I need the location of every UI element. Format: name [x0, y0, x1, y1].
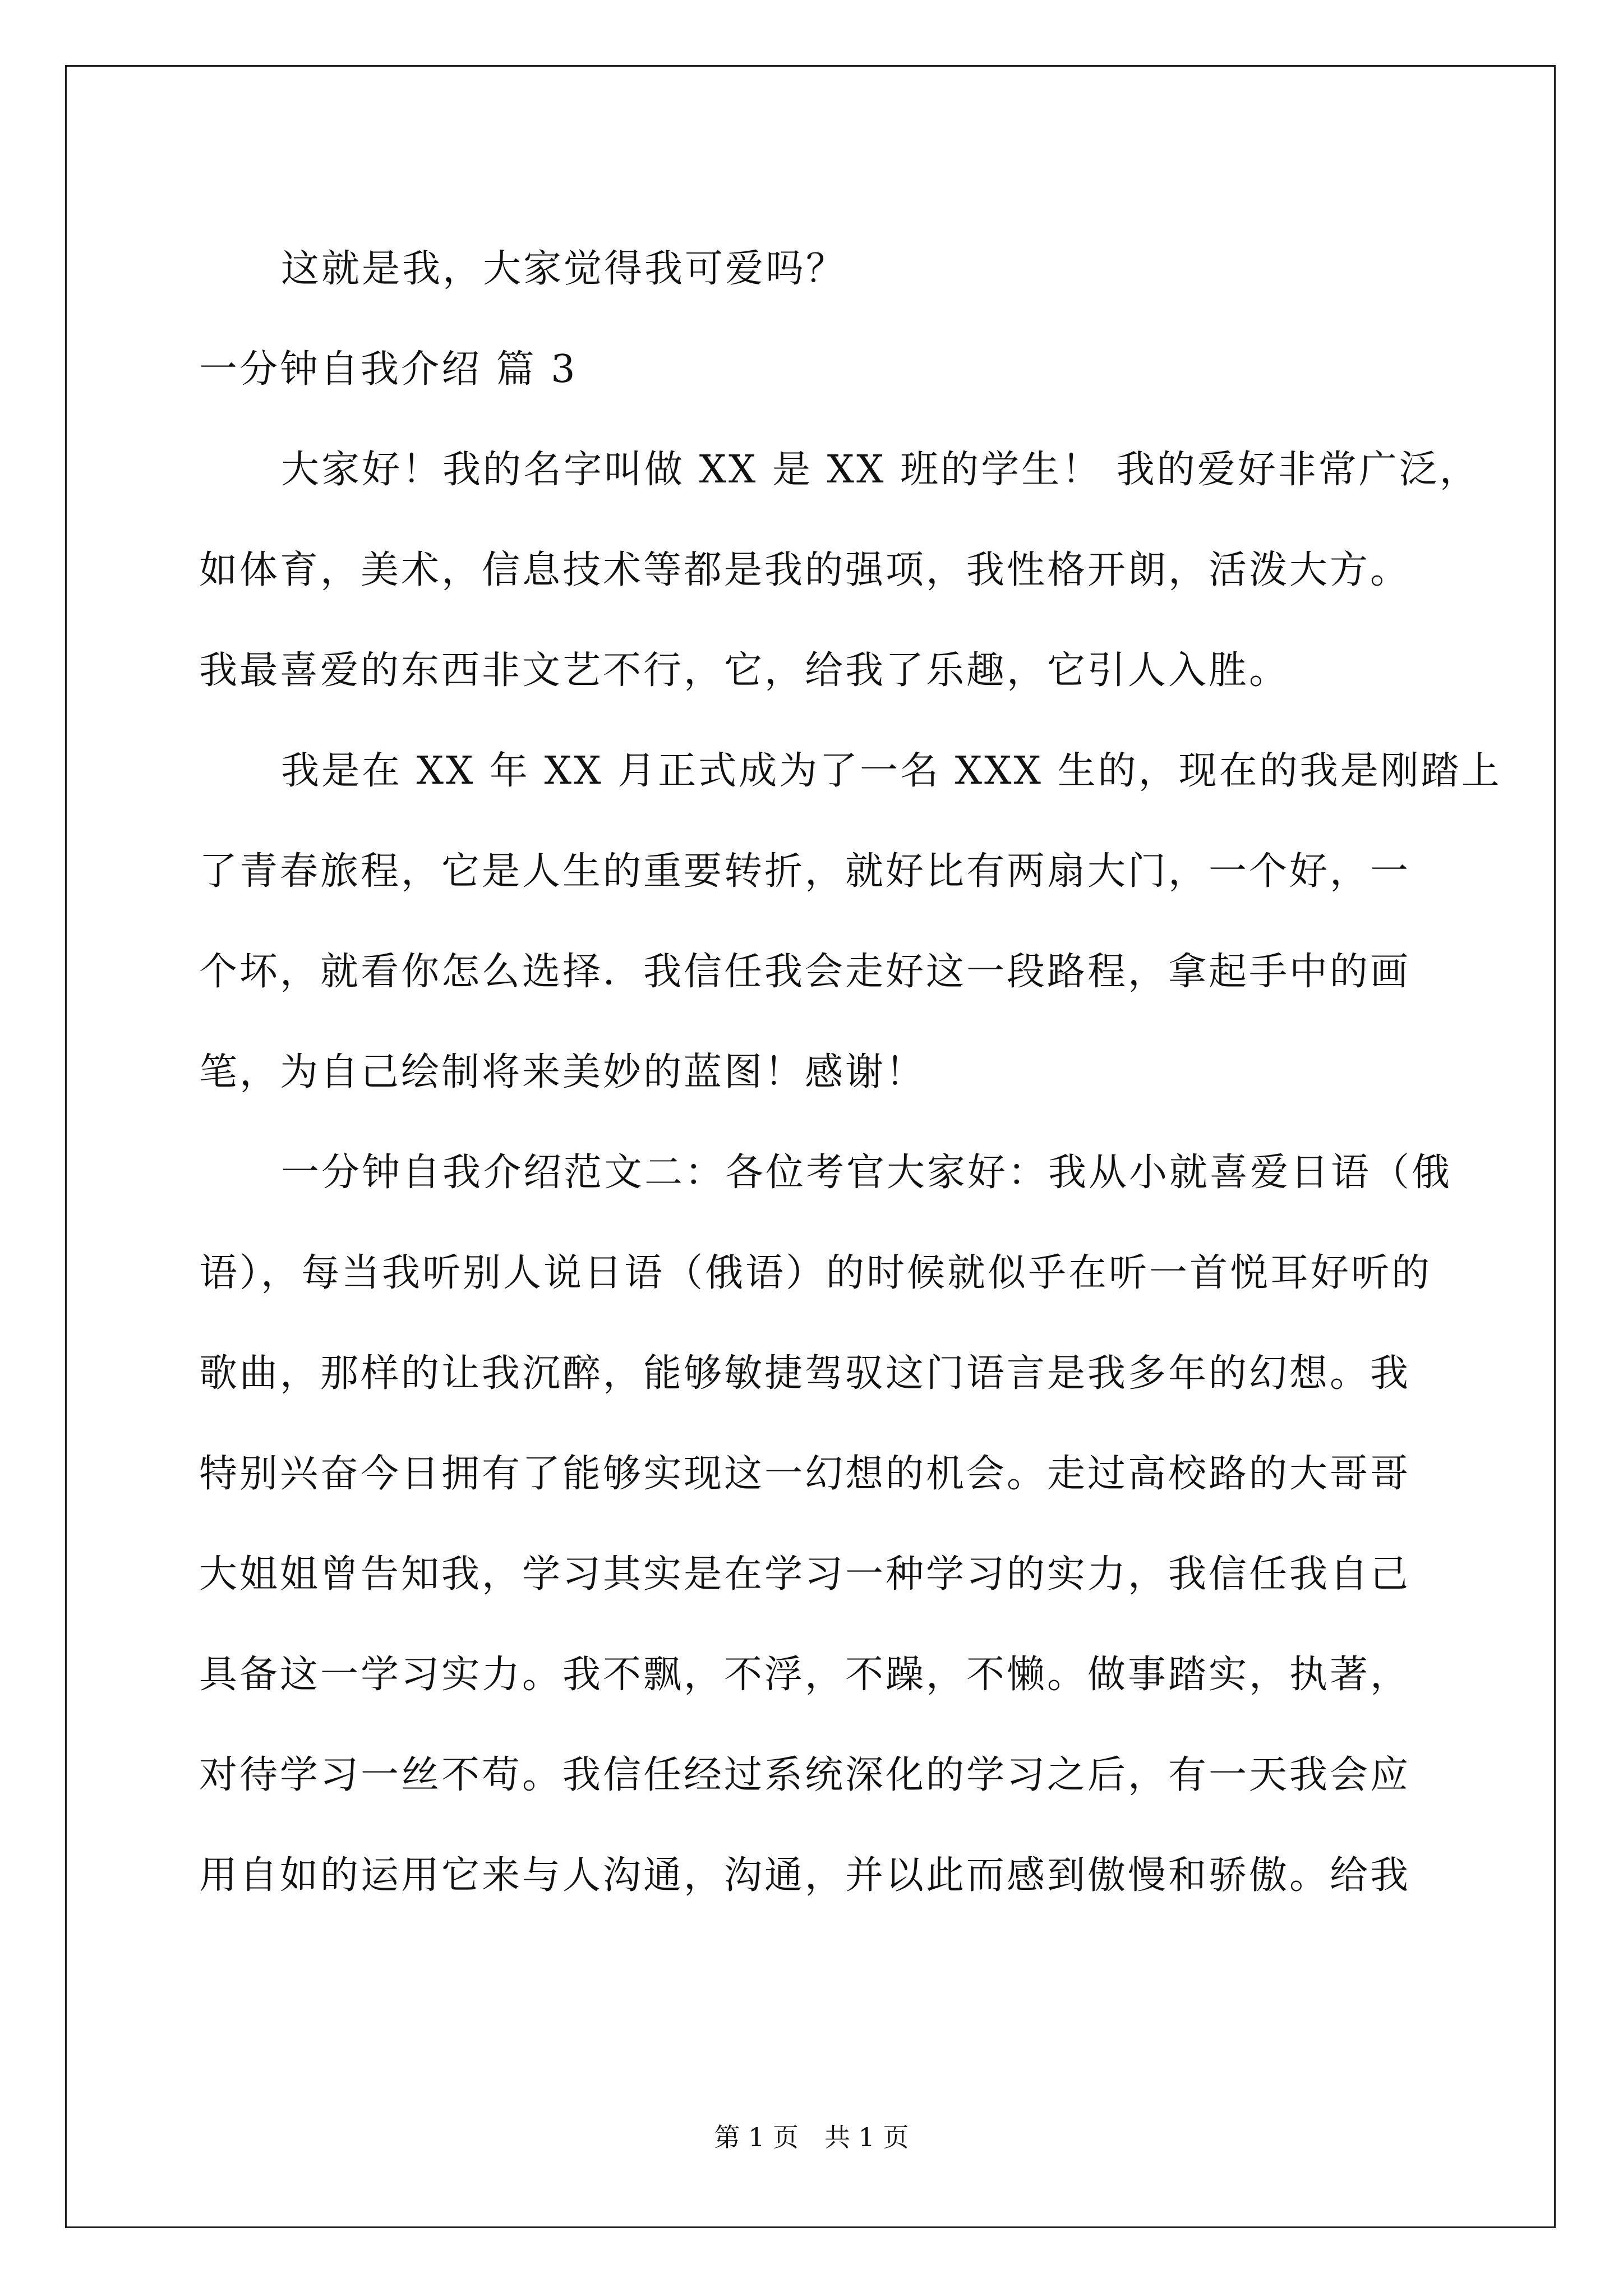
body-line: 我最喜爱的东西非文艺不行，它，给我了乐趣，它引人入胜。 — [199, 648, 1290, 693]
body-line: 具备这一学习实力。我不飘，不浮，不躁，不懒。做事踏实，执著， — [199, 1653, 1411, 1697]
section-heading: 一分钟自我介绍 篇 3 — [199, 347, 578, 392]
body-line: 大姐姐曾告知我，学习其实是在学习一种学习的实力，我信任我自己 — [199, 1552, 1411, 1596]
body-line: 大家好！我的名字叫做 XX 是 XX 班的学生！ 我的爱好非常广泛， — [281, 448, 1480, 492]
page-number-footer: 第 1 页 共 1 页 — [714, 2122, 909, 2152]
body-line: 我是在 XX 年 XX 月正式成为了一名 XXX 生的，现在的我是刚踏上 — [281, 749, 1502, 793]
body-line: 了青春旅程，它是人生的重要转折，就好比有两扇大门，一个好，一 — [199, 849, 1411, 894]
body-line: 这就是我，大家觉得我可爱吗？ — [281, 247, 847, 291]
body-line: 语），每当我听别人说日语（俄语）的时候就似乎在听一首悦耳好听的 — [199, 1251, 1432, 1295]
document-body — [199, 219, 1502, 1926]
body-line: 一分钟自我介绍范文二：各位考官大家好：我从小就喜爱日语（俄 — [281, 1151, 1453, 1195]
body-line: 对待学习一丝不苟。我信任经过系统深化的学习之后，有一天我会应 — [199, 1753, 1411, 1797]
body-line: 歌曲，那样的让我沉醉，能够敏捷驾驭这门语言是我多年的幻想。我 — [199, 1351, 1411, 1396]
body-line: 用自如的运用它来与人沟通，沟通，并以此而感到傲慢和骄傲。给我 — [199, 1853, 1411, 1898]
body-line: 特别兴奋今日拥有了能够实现这一幻想的机会。走过高校路的大哥哥 — [199, 1452, 1411, 1496]
body-line: 如体育，美术，信息技术等都是我的强项，我性格开朗，活泼大方。 — [199, 548, 1411, 592]
body-line: 个坏，就看你怎么选择．我信任我会走好这一段路程，拿起手中的画 — [199, 950, 1411, 994]
body-line: 笔，为自己绘制将来美妙的蓝图！感谢！ — [199, 1050, 926, 1094]
